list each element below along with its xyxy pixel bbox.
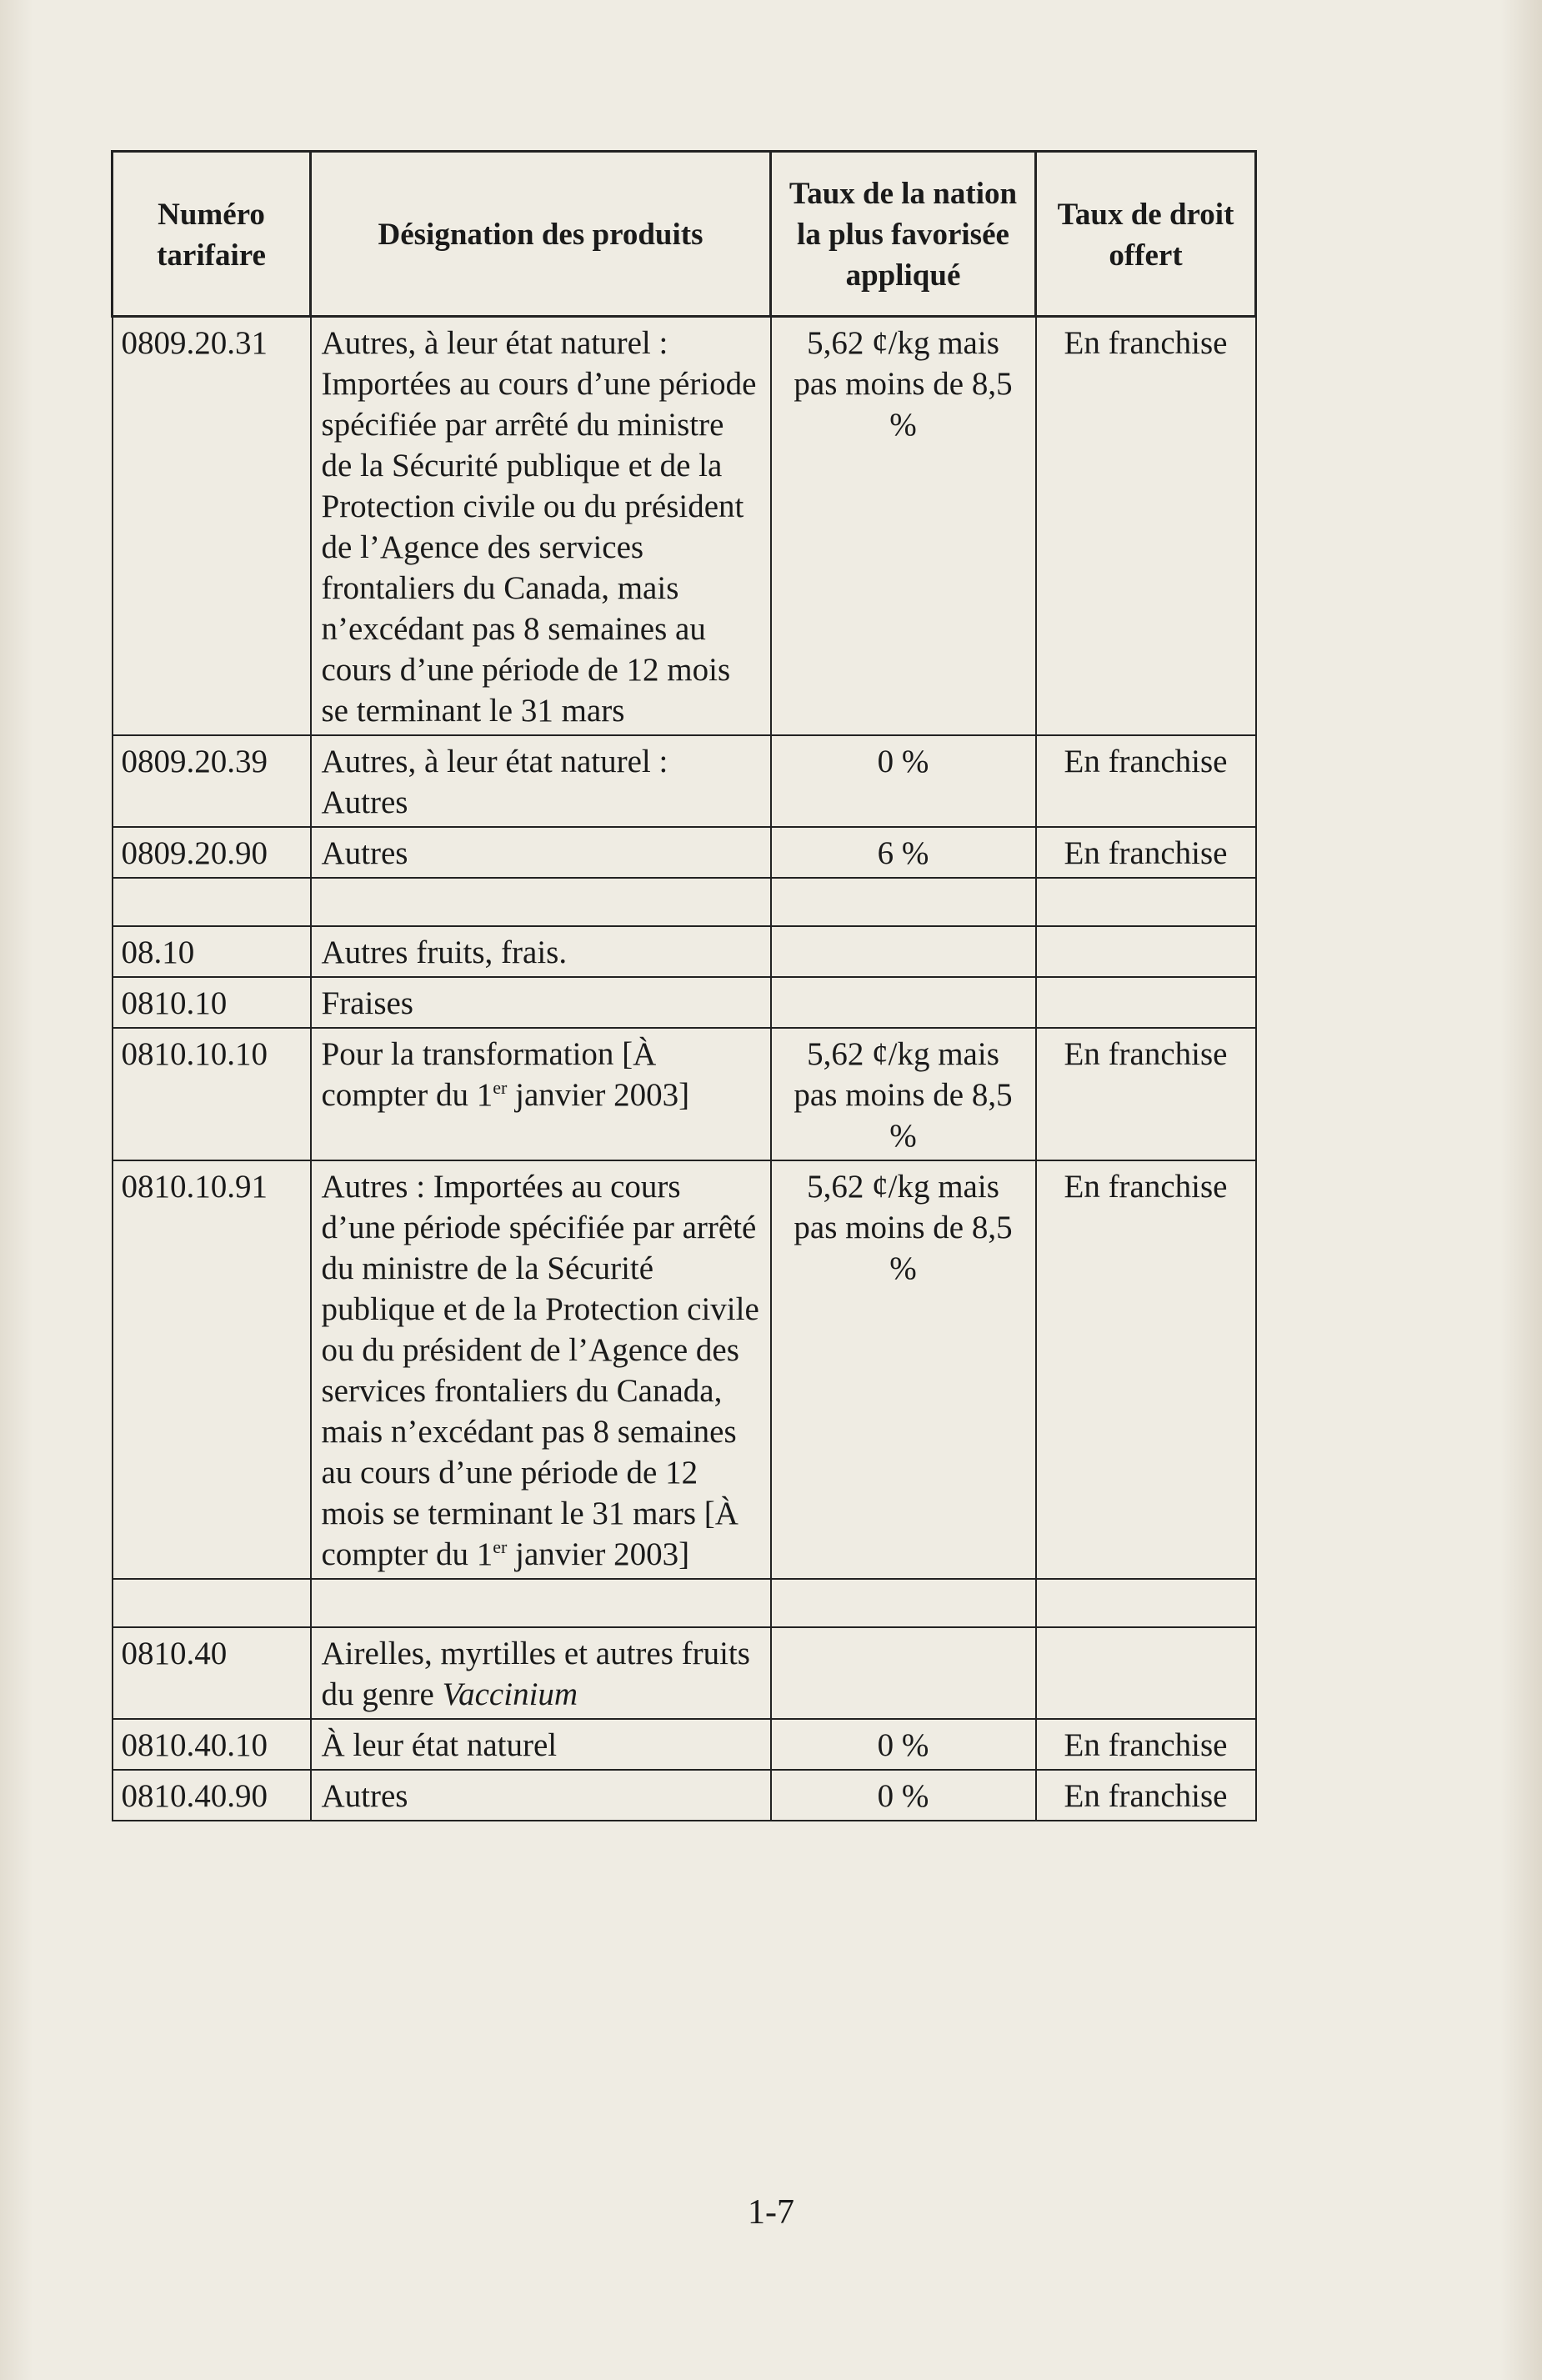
product-description xyxy=(311,1627,771,1719)
table-row xyxy=(113,1160,1256,1579)
mfn-rate: 6 % xyxy=(771,827,1036,878)
offered-rate xyxy=(1036,878,1256,926)
product-description: Autres xyxy=(311,827,771,878)
tariff-number: 08.10 xyxy=(113,926,311,977)
mfn-rate xyxy=(771,1627,1036,1719)
product-description: Autres fruits, frais. xyxy=(311,926,771,977)
table-row-empty xyxy=(113,1579,1256,1627)
table-row xyxy=(113,1627,1256,1719)
page-edge-left xyxy=(0,0,33,2380)
mfn-rate xyxy=(771,977,1036,1028)
page-number: 1-7 xyxy=(748,2193,794,2232)
ordinal-superscript: er xyxy=(493,1536,508,1557)
offered-rate: En franchise xyxy=(1036,735,1256,827)
product-description xyxy=(311,1160,771,1579)
table-row xyxy=(113,735,1256,827)
header-offered-rate: Taux de droit offert xyxy=(1036,152,1256,317)
table-row xyxy=(113,1770,1256,1821)
offered-rate xyxy=(1036,926,1256,977)
product-description xyxy=(311,1579,771,1627)
description-text: Airelles, myrtilles et autres fruits du genre xyxy=(321,1636,750,1712)
offered-rate xyxy=(1036,977,1256,1028)
mfn-rate xyxy=(771,926,1036,977)
product-description: Autres, à leur état naturel : Autres xyxy=(311,735,771,827)
table-row xyxy=(113,926,1256,977)
mfn-rate xyxy=(771,1579,1036,1627)
table-row xyxy=(113,827,1256,878)
product-description: Autres xyxy=(311,1770,771,1821)
mfn-rate: 5,62 ¢/kg mais pas moins de 8,5 % xyxy=(771,317,1036,736)
tariff-number xyxy=(113,878,311,926)
mfn-rate: 0 % xyxy=(771,1770,1036,1821)
genus-name: Vaccinium xyxy=(442,1676,578,1712)
table-row-empty xyxy=(113,878,1256,926)
offered-rate: En franchise xyxy=(1036,827,1256,878)
offered-rate: En franchise xyxy=(1036,1160,1256,1579)
tariff-number: 0810.40 xyxy=(113,1627,311,1719)
offered-rate xyxy=(1036,1579,1256,1627)
header-mfn-rate: Taux de la nation la plus favorisée appliqué xyxy=(771,152,1036,317)
mfn-rate: 5,62 ¢/kg mais pas moins de 8,5 % xyxy=(771,1160,1036,1579)
tariff-number: 0810.40.90 xyxy=(113,1770,311,1821)
tariff-number: 0809.20.90 xyxy=(113,827,311,878)
tariff-number: 0810.10.91 xyxy=(113,1160,311,1579)
tariff-number: 0809.20.31 xyxy=(113,317,311,736)
product-description xyxy=(311,878,771,926)
tariff-number xyxy=(113,1579,311,1627)
product-description: Fraises xyxy=(311,977,771,1028)
table-row xyxy=(113,1028,1256,1160)
header-product-description: Désignation des produits xyxy=(311,152,771,317)
offered-rate: En franchise xyxy=(1036,317,1256,736)
offered-rate: En franchise xyxy=(1036,1770,1256,1821)
mfn-rate: 0 % xyxy=(771,735,1036,827)
ordinal-superscript: er xyxy=(493,1077,508,1098)
description-text: Autres : Importées au cours d’une période spécifiée par arrêté du ministre de la Sécurité publique et de la Protection civile ou du président de l’Agence des services frontaliers du Canada, mais n’excédant pas 8 semaines au cours d’une période de 12 mois se terminant le 31 mars [À compter du 1 xyxy=(321,1169,759,1572)
product-description xyxy=(311,1028,771,1160)
header-tariff-number: Numéro tarifaire xyxy=(113,152,311,317)
tariff-number: 0810.40.10 xyxy=(113,1719,311,1770)
table-header-row xyxy=(113,152,1256,317)
table-row xyxy=(113,977,1256,1028)
description-text-end: janvier 2003] xyxy=(507,1077,690,1113)
offered-rate xyxy=(1036,1627,1256,1719)
mfn-rate xyxy=(771,878,1036,926)
description-text-end: janvier 2003] xyxy=(507,1536,690,1572)
mfn-rate: 0 % xyxy=(771,1719,1036,1770)
tariff-number: 0810.10 xyxy=(113,977,311,1028)
page-edge-right xyxy=(1500,0,1542,2380)
description-text: Pour la transformation [À compter du 1 xyxy=(321,1036,657,1113)
tariff-table xyxy=(111,150,1257,1821)
mfn-rate: 5,62 ¢/kg mais pas moins de 8,5 % xyxy=(771,1028,1036,1160)
product-description: À leur état naturel xyxy=(311,1719,771,1770)
offered-rate: En franchise xyxy=(1036,1028,1256,1160)
tariff-number: 0809.20.39 xyxy=(113,735,311,827)
table-row xyxy=(113,317,1256,736)
tariff-number: 0810.10.10 xyxy=(113,1028,311,1160)
table-row xyxy=(113,1719,1256,1770)
offered-rate: En franchise xyxy=(1036,1719,1256,1770)
product-description: Autres, à leur état naturel : Importées au cours d’une période spécifiée par arrêté du ministre de la Sécurité publique et de la Protection civile ou du président de l’Agence des services frontaliers du Canada, mais n’excédant pas 8 semaines au cours d’une période de 12 mois se terminant le 31 mars xyxy=(311,317,771,736)
